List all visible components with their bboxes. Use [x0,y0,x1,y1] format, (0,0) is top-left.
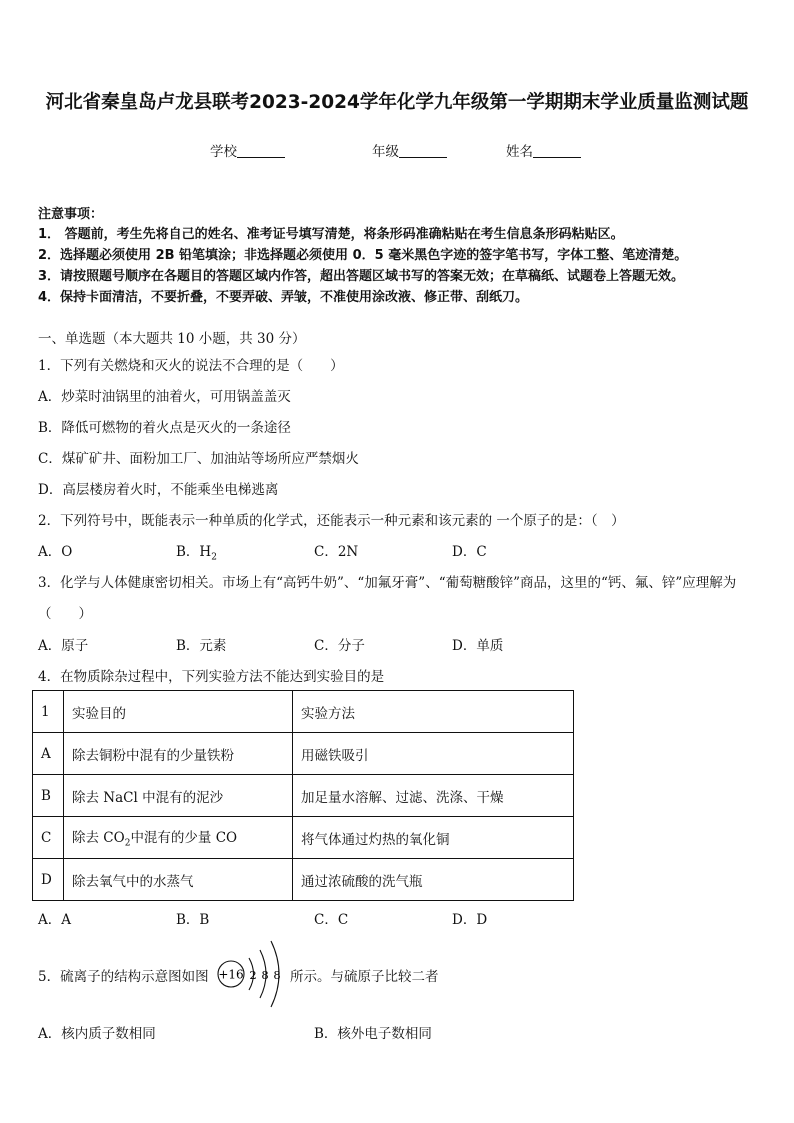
name-field[interactable] [506,140,581,160]
q1-option-d[interactable]: D．高层楼房着火时，不能乘坐电梯逃离 [38,482,279,498]
table-row [33,859,574,901]
table-cell: 实验方法 [293,691,574,733]
q2-option-d[interactable]: D．C [452,544,487,560]
shell-1-count: 2 [249,968,257,982]
notice-item: 4．保持卡面清洁，不要折叠，不要弄破、弄皱，不准使用涂改液、修正带、刮纸刀。 [38,290,529,305]
q2-stem: 2．下列符号中，既能表示一种单质的化学式，还能表示一种元素和该元素的 一个原子的是：（ ） [38,513,625,529]
q2-option-b[interactable]: B．$H_2$ [176,544,217,563]
nucleus-label: +16 [218,967,244,982]
q4-option-c[interactable]: C．C [314,912,349,928]
grade-label: 年级 [372,144,399,160]
q2-option-c[interactable]: C．2N [314,544,359,560]
q4-stem: 4．在物质除杂过程中，下列实验方法不能达到实验目的是 [38,669,385,685]
q5-stem-after: 所示。与硫原子比较二者 [290,969,439,985]
table-cell: A [33,733,64,775]
table-cell: C [33,817,64,859]
table-cell: 1 [33,691,64,733]
school-blank[interactable] [237,143,285,158]
school-label: 学校 [210,144,237,160]
name-blank[interactable] [533,143,581,158]
q3-option-d[interactable]: D．单质 [452,638,504,654]
table-cell: 实验目的 [64,691,293,733]
q2-option-a[interactable]: A．O [38,544,73,560]
q3-option-a[interactable]: A．原子 [38,638,89,654]
name-label: 姓名 [506,144,533,160]
q5-stem-before: 5．硫离子的结构示意图如图 [38,969,209,985]
q1-option-b[interactable]: B．降低可燃物的着火点是灭火的一条途径 [38,420,291,436]
grade-blank[interactable] [399,143,447,158]
table-row [33,817,574,859]
table-header-row [33,691,574,733]
table-cell: 除去铜粉中混有的少量铁粉 [64,733,293,775]
table-cell: D [33,859,64,901]
q3-option-c[interactable]: C．分子 [314,638,365,654]
notice-item: 3．请按照题号顺序在各题目的答题区域内作答，超出答题区域书写的答案无效；在草稿纸、试题卷上答题无效。 [38,269,685,284]
q5-option-b[interactable]: B．核外电子数相同 [314,1026,432,1042]
table-cell: 除去氧气中的水蒸气 [64,859,293,901]
table-cell: 用磁铁吸引 [293,733,574,775]
notice-item: 1． 答题前，考生先将自己的姓名、准考证号填写清楚，将条形码准确粘贴在考生信息条形码粘贴区。 [38,227,624,242]
table-row [33,733,574,775]
table-cell: 通过浓硫酸的洗气瓶 [293,859,574,901]
notice-item: 2．选择题必须使用 2B 铅笔填涂；非选择题必须使用 0．5 毫米黑色字迹的签字笔书写，字体工整、笔迹清楚。 [38,248,688,263]
table-cell: 除去 NaCl 中混有的泥沙 [64,775,293,817]
table-row [33,775,574,817]
q3-paren: （ ） [38,606,92,622]
section-heading: 一、单选题（本大题共 10 小题，共 30 分） [38,331,306,347]
grade-field[interactable] [372,140,447,160]
q4-option-d[interactable]: D．D [452,912,488,928]
q4-table [32,690,574,901]
shell-3-count: 8 [273,968,281,982]
q3-option-b[interactable]: B．元素 [176,638,227,654]
shell-2-count: 8 [261,968,269,982]
table-cell: B [33,775,64,817]
page-title: 河北省秦皇岛卢龙县联考2023-2024学年化学九年级第一学期期末学业质量监测试题 [45,92,749,113]
q1-option-c[interactable]: C．煤矿矿井、面粉加工厂、加油站等场所应严禁烟火 [38,451,359,467]
table-cell: 除去 $CO_2$中混有的少量 CO [64,817,293,859]
q1-stem: 1．下列有关燃烧和灭火的说法不合理的是（ ） [38,358,344,374]
table-cell: 加足量水溶解、过滤、洗涤、干燥 [293,775,574,817]
notice-heading: 注意事项： [38,207,104,222]
q4-option-b[interactable]: B．B [176,912,210,928]
table-cell: 将气体通过灼热的氧化铜 [293,817,574,859]
q3-stem: 3．化学与人体健康密切相关。市场上有“高钙牛奶”、“加氟牙膏”、“葡萄糖酸锌”商品，这里的“钙、氟、锌”应理解为 [38,575,737,591]
q1-option-a[interactable]: A．炒菜时油锅里的油着火，可用锅盖盖灭 [38,389,291,405]
q4-option-a[interactable]: A．A [38,912,71,928]
q5-option-a[interactable]: A．核内质子数相同 [38,1026,156,1042]
sulfide-ion-diagram [216,938,296,1010]
school-field[interactable] [210,140,285,160]
